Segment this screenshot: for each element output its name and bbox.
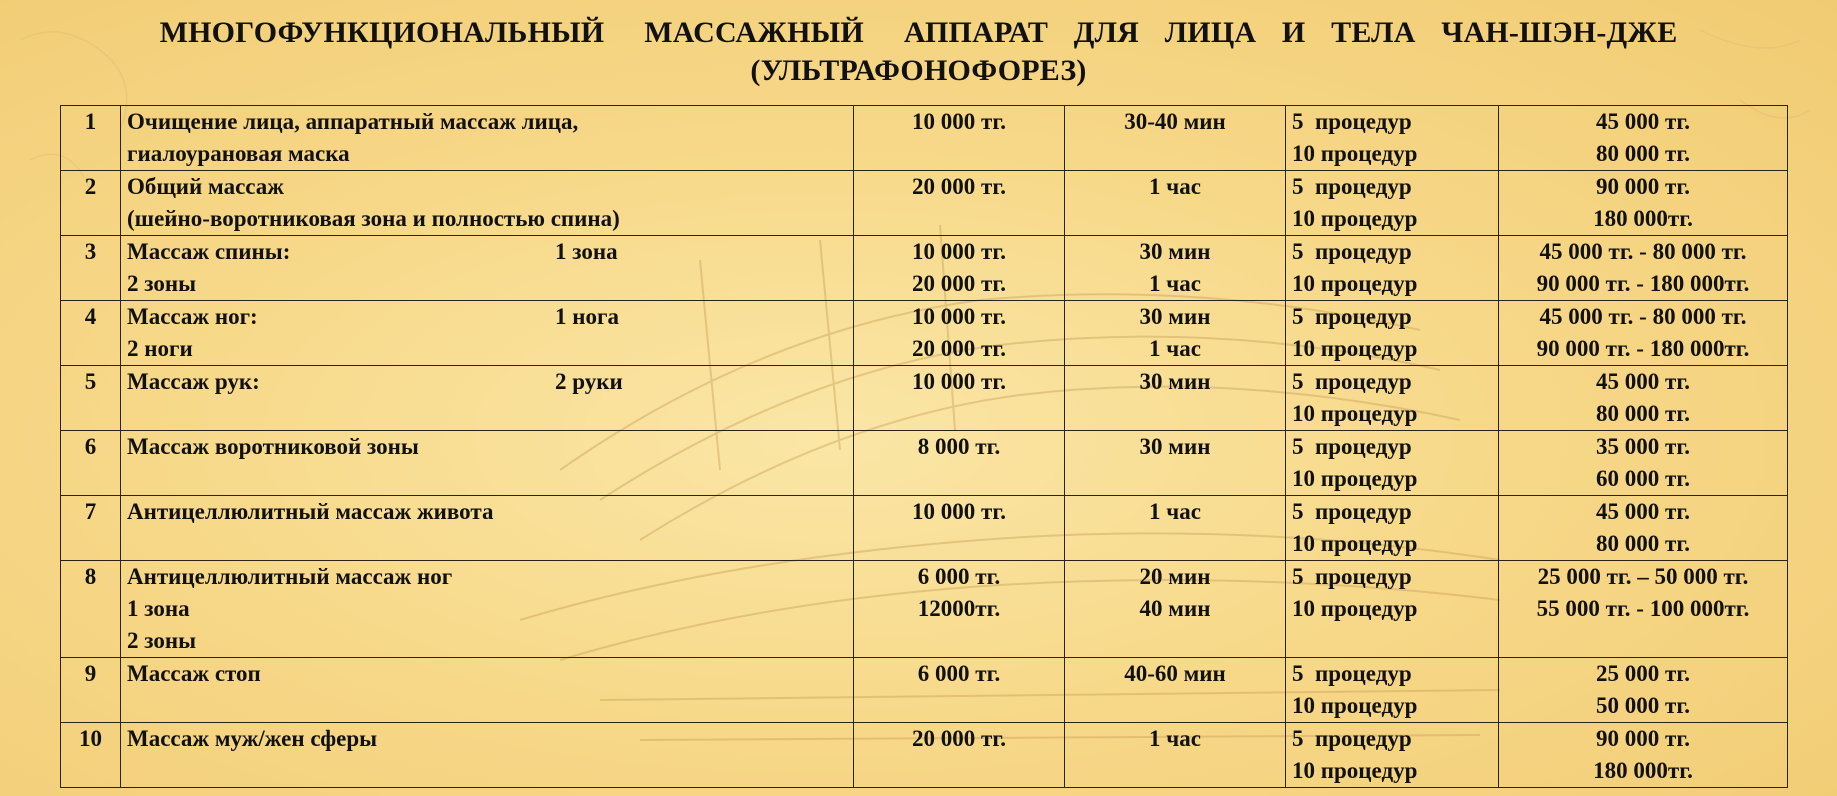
total-value: 80 000 тг.: [1596, 531, 1690, 556]
session-price: [854, 723, 1065, 788]
price-value: 20 000 тг.: [912, 726, 1006, 751]
row-number: 5: [61, 366, 121, 431]
row-number: 10: [61, 723, 121, 788]
procedure-count: [1286, 561, 1499, 658]
zone-label: 2 руки: [555, 369, 623, 394]
row-number: 7: [61, 496, 121, 561]
session-price: [854, 366, 1065, 431]
service-description: [121, 496, 854, 561]
session-price: [854, 301, 1065, 366]
total-value: 55 000 тг. - 100 000тг.: [1536, 596, 1750, 621]
session-duration: [1065, 301, 1286, 366]
price-value: 20 000 тг.: [912, 336, 1006, 361]
description-text: Массаж рук:: [127, 369, 260, 394]
session-price: [854, 496, 1065, 561]
table-row: [61, 301, 1788, 366]
total-value: 45 000 тг. - 80 000 тг.: [1539, 239, 1747, 264]
description-line: Массаж муж/жен сферы: [127, 726, 378, 751]
procedure-count: [1286, 658, 1499, 723]
total-value: 25 000 тг. – 50 000 тг.: [1537, 564, 1749, 589]
duration-value: 1 час: [1149, 336, 1201, 361]
duration-value: 40-60 мин: [1124, 661, 1226, 686]
total-value: 90 000 тг. - 180 000тг.: [1536, 271, 1750, 296]
procedure-count-value: 5 процедур: [1292, 661, 1412, 686]
procedure-count-value: 5 процедур: [1292, 726, 1412, 751]
row-number: 6: [61, 431, 121, 496]
procedure-count-value: 5 процедур: [1292, 304, 1412, 329]
procedure-count-value: 5 процедур: [1292, 434, 1412, 459]
total-value: 60 000 тг.: [1596, 466, 1690, 491]
total-value: 35 000 тг.: [1596, 434, 1690, 459]
total-value: 45 000 тг.: [1596, 499, 1690, 524]
title-line-2: (УЛЬТРАФОНОФОРЕЗ): [750, 54, 1087, 87]
service-description: [121, 431, 854, 496]
table-row: [61, 171, 1788, 236]
session-duration: [1065, 106, 1286, 171]
course-total: [1499, 171, 1788, 236]
procedure-count: [1286, 723, 1499, 788]
procedure-count-value: 5 процедур: [1292, 109, 1412, 134]
procedure-count-value: 5 процедур: [1292, 174, 1412, 199]
service-description: [121, 171, 854, 236]
table-row: [61, 236, 1788, 301]
duration-value: 1 час: [1149, 726, 1201, 751]
procedure-count-value: 10 процедур: [1292, 271, 1418, 296]
duration-value: 1 час: [1149, 174, 1201, 199]
description-text: Массаж спины:: [127, 239, 291, 264]
course-total: [1499, 496, 1788, 561]
service-description: [121, 106, 854, 171]
procedure-count-value: 10 процедур: [1292, 758, 1418, 783]
table-row: [61, 658, 1788, 723]
procedure-count-value: 10 процедур: [1292, 531, 1418, 556]
session-duration: [1065, 171, 1286, 236]
table-row: [61, 723, 1788, 788]
procedure-count-value: 10 процедур: [1292, 466, 1418, 491]
table-row: [61, 431, 1788, 496]
row-number: 8: [61, 561, 121, 658]
procedure-count-value: 5 процедур: [1292, 564, 1412, 589]
procedure-count: [1286, 496, 1499, 561]
session-duration: [1065, 236, 1286, 301]
service-description: [121, 658, 854, 723]
session-duration: [1065, 658, 1286, 723]
description-line: 1 зона: [127, 596, 190, 621]
procedure-count-value: 10 процедур: [1292, 141, 1418, 166]
service-description: [121, 723, 854, 788]
duration-value: 30 мин: [1139, 434, 1211, 459]
procedure-count: [1286, 236, 1499, 301]
session-price: [854, 171, 1065, 236]
session-price: [854, 106, 1065, 171]
total-value: 50 000 тг.: [1596, 693, 1690, 718]
course-total: [1499, 301, 1788, 366]
course-total: [1499, 236, 1788, 301]
price-value: 20 000 тг.: [912, 174, 1006, 199]
price-value: 20 000 тг.: [912, 271, 1006, 296]
duration-value: 1 час: [1149, 499, 1201, 524]
session-duration: [1065, 366, 1286, 431]
description-line-with-zone: [127, 366, 847, 398]
description-line: гиалоурановая маска: [127, 141, 350, 166]
session-duration: [1065, 496, 1286, 561]
total-value: 80 000 тг.: [1596, 141, 1690, 166]
procedure-count-value: 5 процедур: [1292, 369, 1412, 394]
description-line: 2 ноги: [127, 336, 193, 361]
table-row: [61, 106, 1788, 171]
zone-label: 1 нога: [555, 304, 619, 329]
price-value: 10 000 тг.: [912, 369, 1006, 394]
course-total: [1499, 366, 1788, 431]
total-value: 90 000 тг.: [1596, 726, 1690, 751]
title-line-1: [0, 14, 1837, 52]
row-number: 1: [61, 106, 121, 171]
procedure-count: [1286, 431, 1499, 496]
session-price: [854, 561, 1065, 658]
procedure-count: [1286, 171, 1499, 236]
session-price: [854, 431, 1065, 496]
row-number: 4: [61, 301, 121, 366]
service-description: [121, 236, 854, 301]
service-description: [121, 301, 854, 366]
course-total: [1499, 561, 1788, 658]
description-line-with-zone: [127, 236, 847, 268]
title-part-c: АППАРАТ ДЛЯ ЛИЦА И ТЕЛА ЧАН-ШЭН-ДЖЕ: [903, 16, 1678, 49]
session-duration: [1065, 431, 1286, 496]
price-table: [60, 105, 1788, 788]
description-line: Массаж стоп: [127, 661, 261, 686]
total-value: 25 000 тг.: [1596, 661, 1690, 686]
procedure-count-value: 5 процедур: [1292, 499, 1412, 524]
duration-value: 30-40 мин: [1124, 109, 1226, 134]
procedure-count-value: 10 процедур: [1292, 693, 1418, 718]
procedure-count: [1286, 301, 1499, 366]
course-total: [1499, 431, 1788, 496]
description-line: 2 зоны: [127, 628, 197, 653]
price-table-body: [61, 106, 1788, 788]
procedure-count-value: 5 процедур: [1292, 239, 1412, 264]
total-value: 45 000 тг.: [1596, 109, 1690, 134]
price-value: 10 000 тг.: [912, 304, 1006, 329]
procedure-count: [1286, 366, 1499, 431]
total-value: 180 000тг.: [1593, 206, 1693, 231]
duration-value: 1 час: [1149, 271, 1201, 296]
price-value: 8 000 тг.: [917, 434, 1001, 459]
course-total: [1499, 723, 1788, 788]
service-description: [121, 561, 854, 658]
table-row: [61, 561, 1788, 658]
total-value: 180 000тг.: [1593, 758, 1693, 783]
procedure-count-value: 10 процедур: [1292, 206, 1418, 231]
session-price: [854, 658, 1065, 723]
service-description: [121, 366, 854, 431]
procedure-count-value: 10 процедур: [1292, 336, 1418, 361]
table-row: [61, 496, 1788, 561]
duration-value: 30 мин: [1139, 369, 1211, 394]
title-part-a: МНОГОФУНКЦИОНАЛЬНЫЙ: [159, 16, 605, 49]
duration-value: 40 мин: [1139, 596, 1211, 621]
total-value: 90 000 тг.: [1596, 174, 1690, 199]
price-value: 10 000 тг.: [912, 109, 1006, 134]
price-value: 6 000 тг.: [917, 564, 1001, 589]
zone-label: 1 зона: [555, 239, 618, 264]
table-row: [61, 366, 1788, 431]
course-total: [1499, 658, 1788, 723]
procedure-count-value: 10 процедур: [1292, 596, 1418, 621]
price-value: 6 000 тг.: [917, 661, 1001, 686]
title-part-b: МАССАЖНЫЙ: [644, 16, 864, 49]
session-duration: [1065, 723, 1286, 788]
procedure-count-value: 10 процедур: [1292, 401, 1418, 426]
total-value: 80 000 тг.: [1596, 401, 1690, 426]
session-duration: [1065, 561, 1286, 658]
row-number: 3: [61, 236, 121, 301]
description-line: (шейно-воротниковая зона и полностью спина): [127, 206, 620, 231]
description-line: Массаж воротниковой зоны: [127, 434, 419, 459]
description-text: Массаж ног:: [127, 304, 258, 329]
duration-value: 30 мин: [1139, 304, 1211, 329]
total-value: 45 000 тг.: [1596, 369, 1690, 394]
price-value: 10 000 тг.: [912, 239, 1006, 264]
total-value: 45 000 тг. - 80 000 тг.: [1539, 304, 1747, 329]
page-title: [0, 14, 1837, 90]
price-value: 12000тг.: [917, 596, 1001, 621]
description-line-with-zone: [127, 301, 847, 333]
total-value: 90 000 тг. - 180 000тг.: [1536, 336, 1750, 361]
description-line: Общий массаж: [127, 174, 284, 199]
description-line: 2 зоны: [127, 271, 197, 296]
procedure-count: [1286, 106, 1499, 171]
session-price: [854, 236, 1065, 301]
description-line: Антицеллюлитный массаж живота: [127, 499, 494, 524]
duration-value: 20 мин: [1139, 564, 1211, 589]
course-total: [1499, 106, 1788, 171]
row-number: 2: [61, 171, 121, 236]
duration-value: 30 мин: [1139, 239, 1211, 264]
description-line: Антицеллюлитный массаж ног: [127, 564, 453, 589]
row-number: 9: [61, 658, 121, 723]
description-line: Очищение лица, аппаратный массаж лица,: [127, 109, 579, 134]
price-value: 10 000 тг.: [912, 499, 1006, 524]
